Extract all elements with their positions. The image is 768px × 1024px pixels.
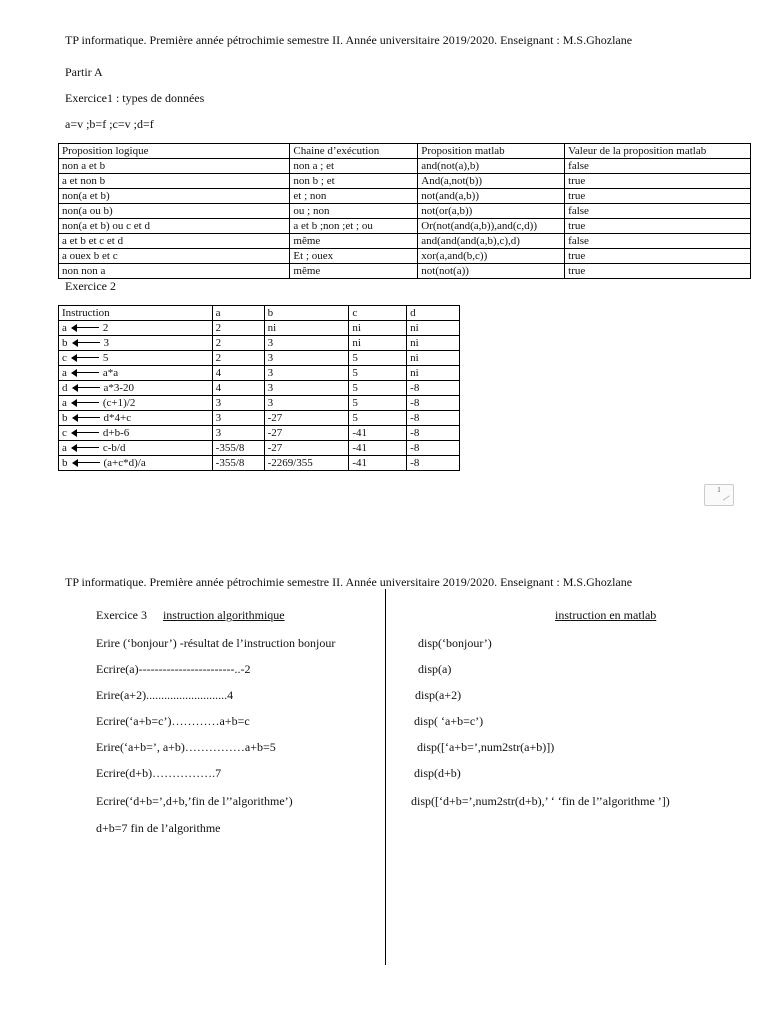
table-cell: not(not(a)) [418,264,565,279]
table-cell: non(a et b) ou c et d [59,219,290,234]
table-cell: ni [407,336,460,351]
table-cell: and(and(and(a,b),c),d) [418,234,565,249]
algorithmic-instruction-heading: instruction algorithmique [162,608,285,622]
table-cell: 5 [349,366,407,381]
instruction-expression: a*a [102,367,119,379]
table-cell: a et b ;non ;et ; ou [290,219,418,234]
table-cell: -8 [407,456,460,471]
table-row [59,456,460,471]
table-cell: ni [407,321,460,336]
algorithm-line: Erire (‘bonjour’) -résultat de l’instruction bonjour [96,636,336,650]
table-row [59,234,751,249]
matlab-line: disp([‘a+b=’,num2str(a+b)]) [417,740,555,754]
instruction-expression: c-b/d [102,442,126,454]
table-header-cell: Valeur de la proposition matlab [565,144,751,159]
table-row [59,396,460,411]
table-cell: 5 [349,396,407,411]
instruction-cell [59,441,213,456]
table-cell: 3 [264,336,349,351]
left-arrow-icon [71,398,99,408]
table-cell: non b ; et [290,174,418,189]
table-row [59,441,460,456]
instruction-expression: 3 [103,337,109,349]
table-cell: not(and(a,b)) [418,189,565,204]
algorithm-line: Ecrire(‘a+b=c’)…………a+b=c [96,714,250,728]
instruction-cell [59,456,213,471]
page2-header: TP informatique. Première année pétrochimie semestre II. Année universitaire 2019/2020. Enseignant : M.S.Ghozlane [65,575,633,589]
table-cell: -41 [349,441,407,456]
table-row [59,264,751,279]
left-arrow-icon [71,353,99,363]
table-cell: 3 [212,426,264,441]
table-cell: true [565,189,751,204]
target-variable: b [62,412,68,424]
matlab-line: disp([‘d+b=’,num2str(d+b),’ ‘ ‘fin de l’’algorithme ’]) [411,794,670,808]
table-cell: non non a [59,264,290,279]
table-cell: -355/8 [212,456,264,471]
instruction-cell [59,426,213,441]
table-cell: false [565,204,751,219]
left-arrow-icon [72,458,100,468]
table-cell: ni [407,366,460,381]
table-cell: ni [407,351,460,366]
instruction-expression: (c+1)/2 [102,397,136,409]
table-cell: non(a et b) [59,189,290,204]
table-cell: -8 [407,411,460,426]
table-cell: -8 [407,441,460,456]
table-cell: -355/8 [212,441,264,456]
instruction-expression: a*3-20 [103,382,135,394]
table-cell: false [565,234,751,249]
left-arrow-icon [72,413,100,423]
table-header-cell: Instruction [59,306,213,321]
table-cell: ni [264,321,349,336]
left-arrow-icon [71,368,99,378]
table-row [59,174,751,189]
table-row [59,366,460,381]
table-cell: 3 [264,381,349,396]
table-row [59,351,460,366]
table-header-cell: b [264,306,349,321]
algorithm-line: Erire(a+2)...........................4 [96,688,234,702]
table-cell: 3 [264,396,349,411]
table-cell: ni [349,336,407,351]
page-curl-icon [723,495,734,505]
instruction-cell [59,351,213,366]
table-header-cell: c [349,306,407,321]
table-cell: même [290,264,418,279]
table-cell: non a et b [59,159,290,174]
table-cell: -27 [264,411,349,426]
table-cell: même [290,234,418,249]
table-row [59,189,751,204]
table-cell: false [565,159,751,174]
instruction-cell [59,396,213,411]
table-row [59,321,460,336]
matlab-line: disp(‘bonjour’) [418,636,492,650]
matlab-instruction-heading: instruction en matlab [555,608,657,622]
table-cell: and(not(a),b) [418,159,565,174]
table-header-cell: Proposition matlab [418,144,565,159]
table-header-cell: a [212,306,264,321]
algorithm-line: Ecrire(‘d+b=’,d+b,’fin de l’’algorithme’) [96,794,293,808]
left-arrow-icon [71,443,99,453]
matlab-line: disp(d+b) [414,766,461,780]
table-cell: 5 [349,411,407,426]
target-variable: a [62,442,67,454]
table-cell: ni [349,321,407,336]
table-cell: 5 [349,351,407,366]
table-cell: 2 [212,351,264,366]
left-arrow-icon [72,338,100,348]
table-cell: -2269/355 [264,456,349,471]
target-variable: c [62,427,67,439]
table-cell: et ; non [290,189,418,204]
column-divider [385,589,386,965]
variable-assignment: a=v ;b=f ;c=v ;d=f [65,117,154,131]
table-cell: Or(not(and(a,b)),and(c,d)) [418,219,565,234]
table-row [59,336,460,351]
table-cell: true [565,219,751,234]
instruction-expression: (a+c*d)/a [103,457,146,469]
table-row [59,426,460,441]
matlab-line: disp( ‘a+b=c’) [414,714,484,728]
instruction-cell [59,321,213,336]
instruction-cell [59,336,213,351]
table-row [59,249,751,264]
page1-header: TP informatique. Première année pétrochimie semestre II. Année universitaire 2019/2020. Enseignant : M.S.Ghozlane [65,33,633,47]
instruction-expression: 5 [102,352,109,364]
target-variable: a [62,322,67,334]
target-variable: c [62,352,67,364]
exercise2-title: Exercice 2 [65,279,116,293]
page-number-badge [704,484,734,506]
table-header-cell: Chaine d’exécution [290,144,418,159]
instruction-expression: 2 [102,322,109,334]
table-cell: -27 [264,441,349,456]
table-row [59,381,460,396]
target-variable: a [62,367,67,379]
table-cell: 4 [212,366,264,381]
table-cell: -8 [407,396,460,411]
table-cell: a et non b [59,174,290,189]
page-number: 1 [717,486,721,494]
instruction-cell [59,411,213,426]
algorithm-line: d+b=7 fin de l’algorithme [96,821,221,835]
target-variable: d [62,382,68,394]
table-header-cell: Proposition logique [59,144,290,159]
table-row [59,219,751,234]
table-cell: -41 [349,456,407,471]
table-header-row [59,144,751,159]
left-arrow-icon [72,383,100,393]
left-arrow-icon [71,428,99,438]
table-cell: -41 [349,426,407,441]
table-cell: not(or(a,b)) [418,204,565,219]
table-cell: And(a,not(b)) [418,174,565,189]
table-cell: -8 [407,381,460,396]
table-cell: true [565,264,751,279]
table-cell: a ouex b et c [59,249,290,264]
instruction-cell [59,366,213,381]
table-cell: non a ; et [290,159,418,174]
algorithm-line: Ecrire(d+b)…………….7 [96,766,222,780]
variable-trace-table [58,305,460,471]
left-arrow-icon [71,323,99,333]
table-cell: 3 [212,411,264,426]
table-cell: a et b et c et d [59,234,290,249]
matlab-line: disp(a) [418,662,452,676]
table-cell: 2 [212,336,264,351]
table-cell: 3 [264,351,349,366]
logic-propositions-table [58,143,751,279]
target-variable: b [62,337,68,349]
target-variable: b [62,457,68,469]
table-cell: true [565,249,751,264]
table-cell: 3 [264,366,349,381]
table-cell: true [565,174,751,189]
table-cell: ou ; non [290,204,418,219]
table-cell: 4 [212,381,264,396]
table-cell: -27 [264,426,349,441]
table-cell: -8 [407,426,460,441]
exercise1-title: Exercice1 : types de données [65,91,205,105]
table-cell: 5 [349,381,407,396]
part-title: Partir A [65,65,103,79]
table-cell: xor(a,and(b,c)) [418,249,565,264]
table-cell: non(a ou b) [59,204,290,219]
target-variable: a [62,397,67,409]
table-cell: Et ; ouex [290,249,418,264]
exercise3-title: Exercice 3 [96,608,147,622]
table-row [59,204,751,219]
algorithm-line: Ecrire(a)------------------------..-2 [96,662,251,676]
table-header-row [59,306,460,321]
matlab-line: disp(a+2) [415,688,462,702]
instruction-expression: d*4+c [103,412,132,424]
table-row [59,159,751,174]
exercise3-heading [96,608,285,623]
instruction-cell [59,381,213,396]
table-cell: 2 [212,321,264,336]
algorithm-line: Erire(‘a+b=’, a+b)……………a+b=5 [96,740,276,754]
instruction-expression: d+b-6 [102,427,130,439]
table-header-cell: d [407,306,460,321]
table-cell: 3 [212,396,264,411]
table-row [59,411,460,426]
